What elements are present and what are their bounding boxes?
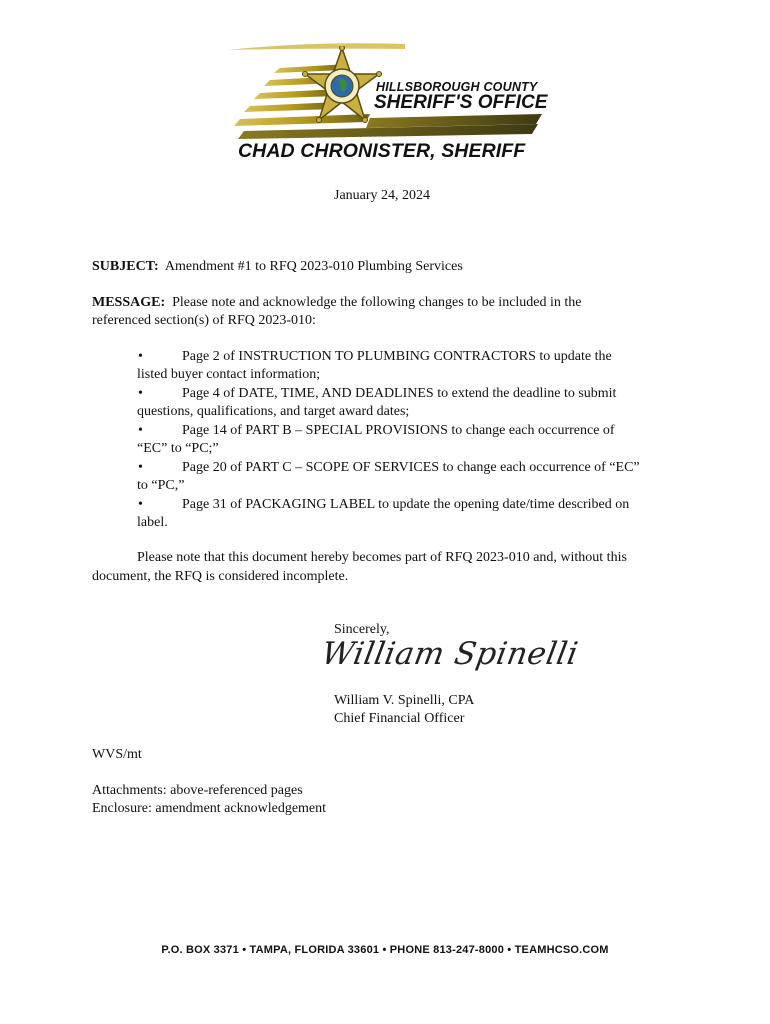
list-item-line1: Page 14 of PART B – SPECIAL PROVISIONS to change each occurrence of (182, 423, 615, 438)
list-item-line2: listed buyer contact information; (137, 367, 321, 382)
letterhead (220, 38, 550, 168)
list-item-line1: Page 4 of DATE, TIME, AND DEADLINES to extend the deadline to submit (182, 386, 617, 401)
enclosure-note: Enclosure: amendment acknowledgement (92, 801, 327, 816)
page-footer-contact: P.O. BOX 3371 • TAMPA, FLORIDA 33601 • PHONE 813-247-8000 • TEAMHCSO.COM (161, 944, 609, 956)
handwritten-signature: William Spinelli (318, 636, 581, 672)
closing-paragraph-line2: document, the RFQ is considered incomplete. (92, 569, 349, 584)
bullet-marker: • (138, 460, 143, 475)
subject-line (92, 258, 463, 276)
list-item-line2: questions, qualifications, and target award dates; (137, 404, 410, 419)
org-name-line2: SHERIFF'S OFFICE (374, 92, 548, 113)
bullet-marker: • (138, 386, 143, 401)
list-item-line2: label. (137, 515, 168, 530)
message-text-line1: Please note and acknowledge the following changes to be included in the (172, 295, 582, 310)
list-item-line1: Page 2 of INSTRUCTION TO PLUMBING CONTRACTORS to update the (182, 349, 612, 364)
org-name-line1: HILLSBOROUGH COUNTY (376, 80, 538, 94)
list-item-line2: to “PC,” (137, 478, 185, 493)
message-line1 (92, 294, 582, 312)
message-label: MESSAGE: (92, 295, 166, 310)
subject-label: SUBJECT: (92, 259, 159, 274)
sheriff-name: CHAD CHRONISTER, SHERIFF (238, 140, 526, 162)
list-item-line1: Page 31 of PACKAGING LABEL to update the opening date/time described on (182, 497, 630, 512)
reference-initials: WVS/mt (92, 747, 142, 762)
bullet-marker: • (138, 349, 143, 364)
valediction: Sincerely, (334, 622, 390, 637)
sheriff-star-badge-icon (302, 46, 382, 126)
bullet-marker: • (138, 423, 143, 438)
list-item-line2: “EC” to “PC;” (137, 441, 219, 456)
closing-paragraph-line1: Please note that this document hereby becomes part of RFQ 2023-010 and, without this (137, 550, 627, 565)
bullet-marker: • (138, 497, 143, 512)
list-item-line1: Page 20 of PART C – SCOPE OF SERVICES to change each occurrence of “EC” (182, 460, 640, 475)
attachments-note: Attachments: above-referenced pages (92, 783, 303, 798)
subject-text: Amendment #1 to RFQ 2023-010 Plumbing Services (164, 259, 463, 274)
signer-name: William V. Spinelli, CPA (334, 693, 475, 708)
message-text-line2: referenced section(s) of RFQ 2023-010: (92, 313, 316, 328)
letter-date: January 24, 2024 (334, 188, 431, 203)
signer-title: Chief Financial Officer (334, 711, 465, 726)
